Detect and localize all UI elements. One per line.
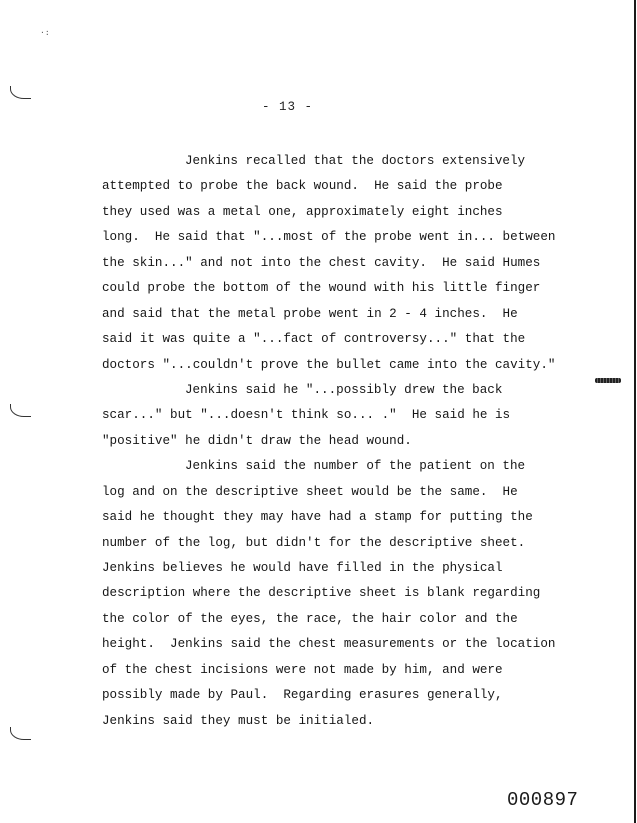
punch-hole-mark-middle <box>10 404 31 417</box>
paragraph-line: the color of the eyes, the race, the hair color and the <box>102 611 518 626</box>
paragraph-first-line: Jenkins said he "...possibly drew the back <box>185 382 503 397</box>
paragraph-line: they used was a metal one, approximately eight inches <box>102 204 503 219</box>
paragraph-line: height. Jenkins said the chest measurements or the location <box>102 637 556 652</box>
paragraph-line: scar..." but "...doesn't think so... ." He said he is <box>102 408 511 423</box>
paragraph-line: long. He said that "...most of the probe went in... between <box>102 230 556 245</box>
paragraph-line: could probe the bottom of the wound with his little finger <box>102 281 541 296</box>
paragraph-line: Jenkins believes he would have filled in the physical <box>102 561 503 575</box>
paragraph-line: doctors "...couldn't prove the bullet came into the cavity." <box>102 357 556 372</box>
paragraph-line: the skin..." and not into the chest cavity. He said Humes <box>102 255 541 270</box>
paragraph-first-line: Jenkins said the number of the patient on the <box>185 459 526 474</box>
ink-smudge <box>595 378 621 383</box>
punch-hole-mark-bottom <box>10 727 31 740</box>
paragraph-line: said it was quite a "...fact of controversy..." that the <box>102 332 526 347</box>
paragraph-line: "positive" he didn't draw the head wound. <box>102 433 412 448</box>
paragraph-line: Jenkins said they must be initialed. <box>102 713 375 728</box>
paragraph-line: log and on the descriptive sheet would be the same. He <box>102 484 518 499</box>
paragraph-line: said he thought they may have had a stamp for putting the <box>102 510 533 525</box>
paragraph-line: number of the log, but didn't for the descriptive sheet. <box>102 535 526 550</box>
paragraph-line: description where the descriptive sheet is blank regarding <box>102 586 541 601</box>
page-number: - 13 - <box>262 100 314 114</box>
paragraph-first-line: Jenkins recalled that the doctors extensively <box>185 154 526 168</box>
punch-hole-mark-top <box>10 86 31 99</box>
paragraph-line: and said that the metal probe went in 2 - 4 inches. He <box>102 306 518 321</box>
bates-number: 000897 <box>507 789 579 811</box>
paragraph-line: of the chest incisions were not made by him, and were <box>102 662 503 677</box>
scan-speck: ·: <box>40 28 50 37</box>
document-body <box>102 149 572 734</box>
paragraph-line: possibly made by Paul. Regarding erasures generally, <box>102 688 503 703</box>
paragraph-line: attempted to probe the back wound. He said the probe <box>102 179 503 194</box>
scan-edge <box>634 0 636 823</box>
